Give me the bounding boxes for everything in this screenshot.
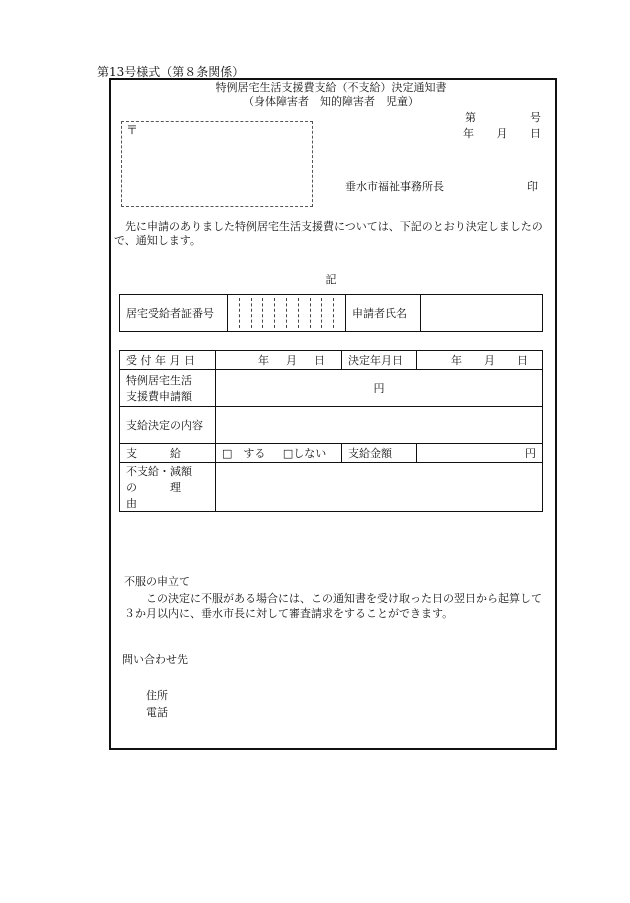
decision-day: 日 bbox=[517, 354, 528, 367]
decision-table bbox=[119, 350, 543, 512]
reason-label-2: の 理 由 bbox=[126, 481, 214, 510]
form-number: 第13号様式（第８条関係） bbox=[97, 65, 245, 79]
recipient-no-label: 居宅受給者証番号 bbox=[120, 295, 228, 332]
doc-no-suffix: 号 bbox=[530, 111, 541, 124]
issuer-name: 垂水市福祉事務所長 bbox=[345, 180, 444, 193]
reason-label-1: 不支給・減額 bbox=[126, 465, 192, 478]
reason-label bbox=[120, 463, 216, 512]
received-date-label: 受 付 年 月 日 bbox=[120, 351, 216, 370]
applicant-field[interactable] bbox=[421, 295, 543, 332]
phone-label: 電話 bbox=[146, 706, 168, 719]
requested-amount-label bbox=[120, 370, 216, 407]
seal-mark: 印 bbox=[527, 180, 538, 193]
decision-date-field[interactable] bbox=[417, 351, 543, 370]
title-line-1: 特例居宅生活支援費支給（不支給）決定通知書 bbox=[215, 81, 447, 94]
received-year: 年 bbox=[258, 354, 269, 367]
payment-amount-label: 支給金額 bbox=[342, 444, 417, 463]
requested-amount-label-1: 特例居宅生活 bbox=[126, 374, 192, 387]
decision-year: 年 bbox=[451, 354, 462, 367]
decision-content-field[interactable] bbox=[216, 407, 543, 444]
month-label: 月 bbox=[496, 127, 508, 140]
recipient-no-field[interactable] bbox=[228, 295, 346, 332]
received-day: 日 bbox=[314, 354, 325, 367]
document-title bbox=[109, 81, 553, 109]
year-label: 年 bbox=[463, 127, 474, 140]
reason-field[interactable] bbox=[216, 463, 543, 512]
recipient-table bbox=[119, 294, 543, 332]
title-line-2: （身体障害者 知的障害者 児童） bbox=[243, 95, 419, 108]
objection-heading: 不服の申立て bbox=[124, 575, 190, 588]
payment-amount-field[interactable] bbox=[417, 444, 543, 463]
postal-mark: 〒 bbox=[126, 123, 139, 137]
payment-options[interactable] bbox=[216, 444, 342, 463]
applicant-label: 申請者氏名 bbox=[346, 295, 421, 332]
address-label: 住所 bbox=[146, 689, 168, 702]
option-not-pay[interactable]: □しない bbox=[282, 447, 327, 460]
ki-heading: 記 bbox=[325, 273, 337, 286]
day-label: 日 bbox=[530, 127, 541, 140]
document-number bbox=[465, 109, 541, 125]
received-date-field[interactable] bbox=[216, 351, 342, 370]
pay-yen-unit: 円 bbox=[525, 447, 536, 460]
yen-unit: 円 bbox=[373, 382, 385, 395]
decision-month: 月 bbox=[484, 354, 495, 367]
digit-boxes bbox=[228, 298, 345, 328]
intro-paragraph: 先に申請のありました特例居宅生活支援費については、下記のとおり決定しましたので、通知します。 bbox=[114, 220, 543, 247]
requested-amount-label-2: 支援費申請額 bbox=[126, 390, 192, 403]
address-window bbox=[121, 121, 313, 207]
objection-text: この決定に不服がある場合には、この通知書を受け取った日の翌日から起算して３か月以内に、垂水市長に対して審査請求をすることができます。 bbox=[124, 592, 542, 620]
requested-amount-field[interactable] bbox=[216, 370, 543, 407]
inquiry-heading: 問い合わせ先 bbox=[122, 653, 188, 666]
doc-no-prefix: 第 bbox=[465, 111, 476, 124]
decision-date-label: 決定年月日 bbox=[342, 351, 417, 370]
option-pay[interactable]: □ する bbox=[222, 447, 266, 460]
payment-label: 支 給 bbox=[120, 444, 216, 463]
received-month: 月 bbox=[286, 354, 297, 367]
decision-content-label: 支給決定の内容 bbox=[120, 407, 216, 444]
issue-date bbox=[463, 125, 541, 141]
